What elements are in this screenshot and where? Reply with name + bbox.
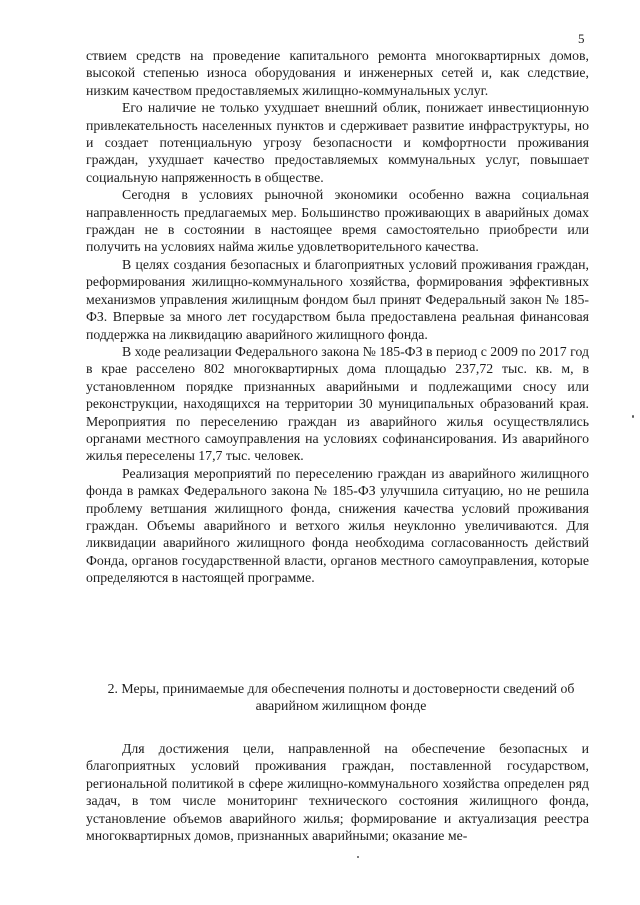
paragraph: Его наличие не только ухудшает внешний облик, понижает инвестиционную привлекательность населенных пунктов и сдерживает развитие инфраструктуры, но и создает потенциальную угрозу безопасности и комфортности проживания граждан, ухудшает качество предоставляемых коммунальных услуг, повышает социальную напряженность в обществе. — [86, 100, 589, 185]
section-heading: 2. Меры, принимаемые для обеспечения полноты и достоверности сведений об аварийном жилищном фонде — [107, 681, 575, 714]
paragraph: В целях создания безопасных и благоприятных условий проживания граждан, реформирования жилищно-коммунального хозяйства, формирования эффективных механизмов управления жилищным фондом был принят Федеральный закон № 185-ФЗ. Впервые за много лет государством была предоставлена реальная финансовая поддержка на ликвидацию аварийного жилищного фонда. — [86, 256, 589, 342]
main-text — [86, 47, 589, 587]
paragraph: ствием средств на проведение капитального ремонта многоквартирных домов, высокой степенью износа оборудования и инженерных сетей и, как следствие, низким качеством предоставляемых жилищно-коммунальных услуг. — [86, 48, 589, 98]
scan-speck — [357, 856, 359, 858]
paragraph: Реализация мероприятий по переселению граждан из аварийного жилищного фонда в рамках Федерального закона № 185-ФЗ улучшила ситуацию, но не решила проблему ветшания жилищного фонда, снижения качества условий проживания граждан. Объемы аварийного и ветхого жилья неуклонно увеличиваются. Для ликвидации аварийного жилищного фонда необходима согласованность действий Фонда, органов государственной власти, органов местного самоуправления, которые определяются в настоящей программе. — [86, 465, 589, 586]
paragraph: Сегодня в условиях рыночной экономики особенно важна социальная направленность предлагаемых мер. Большинство проживающих в аварийных домах граждан не в состоянии в настоящее время самостоятельно приобрести или получить на условиях найма жилье удовлетворительного качества. — [86, 187, 589, 255]
section-text — [86, 740, 589, 844]
page-number: 5 — [578, 31, 585, 46]
scan-speck — [632, 415, 634, 418]
paragraph: В ходе реализации Федерального закона № 185-ФЗ в период с 2009 по 2017 год в крае расселено 802 многоквартирных дома площадью 237,72 тыс. кв. м, в установленном порядке признанных аварийными и подлежащими сносу или реконструкции, находящихся на территории 30 муниципальных образований края. Мероприятия по переселению граждан из аварийного жилья осуществлялись органами местного самоуправления на условиях софинансирования. Из аварийного жилья переселены 17,7 тыс. человек. — [86, 343, 589, 464]
paragraph: Для достижения цели, направленной на обеспечение безопасных и благоприятных условий проживания граждан, поставленной государством, региональной политикой в сфере жилищно-коммунального хозяйства определен ряд задач, в том числе мониторинг технического состояния жилищного фонда, установление объемов аварийного жилья; формирование и актуализация реестра многоквартирных домов, признанных аварийными; оказание ме- — [86, 741, 589, 844]
